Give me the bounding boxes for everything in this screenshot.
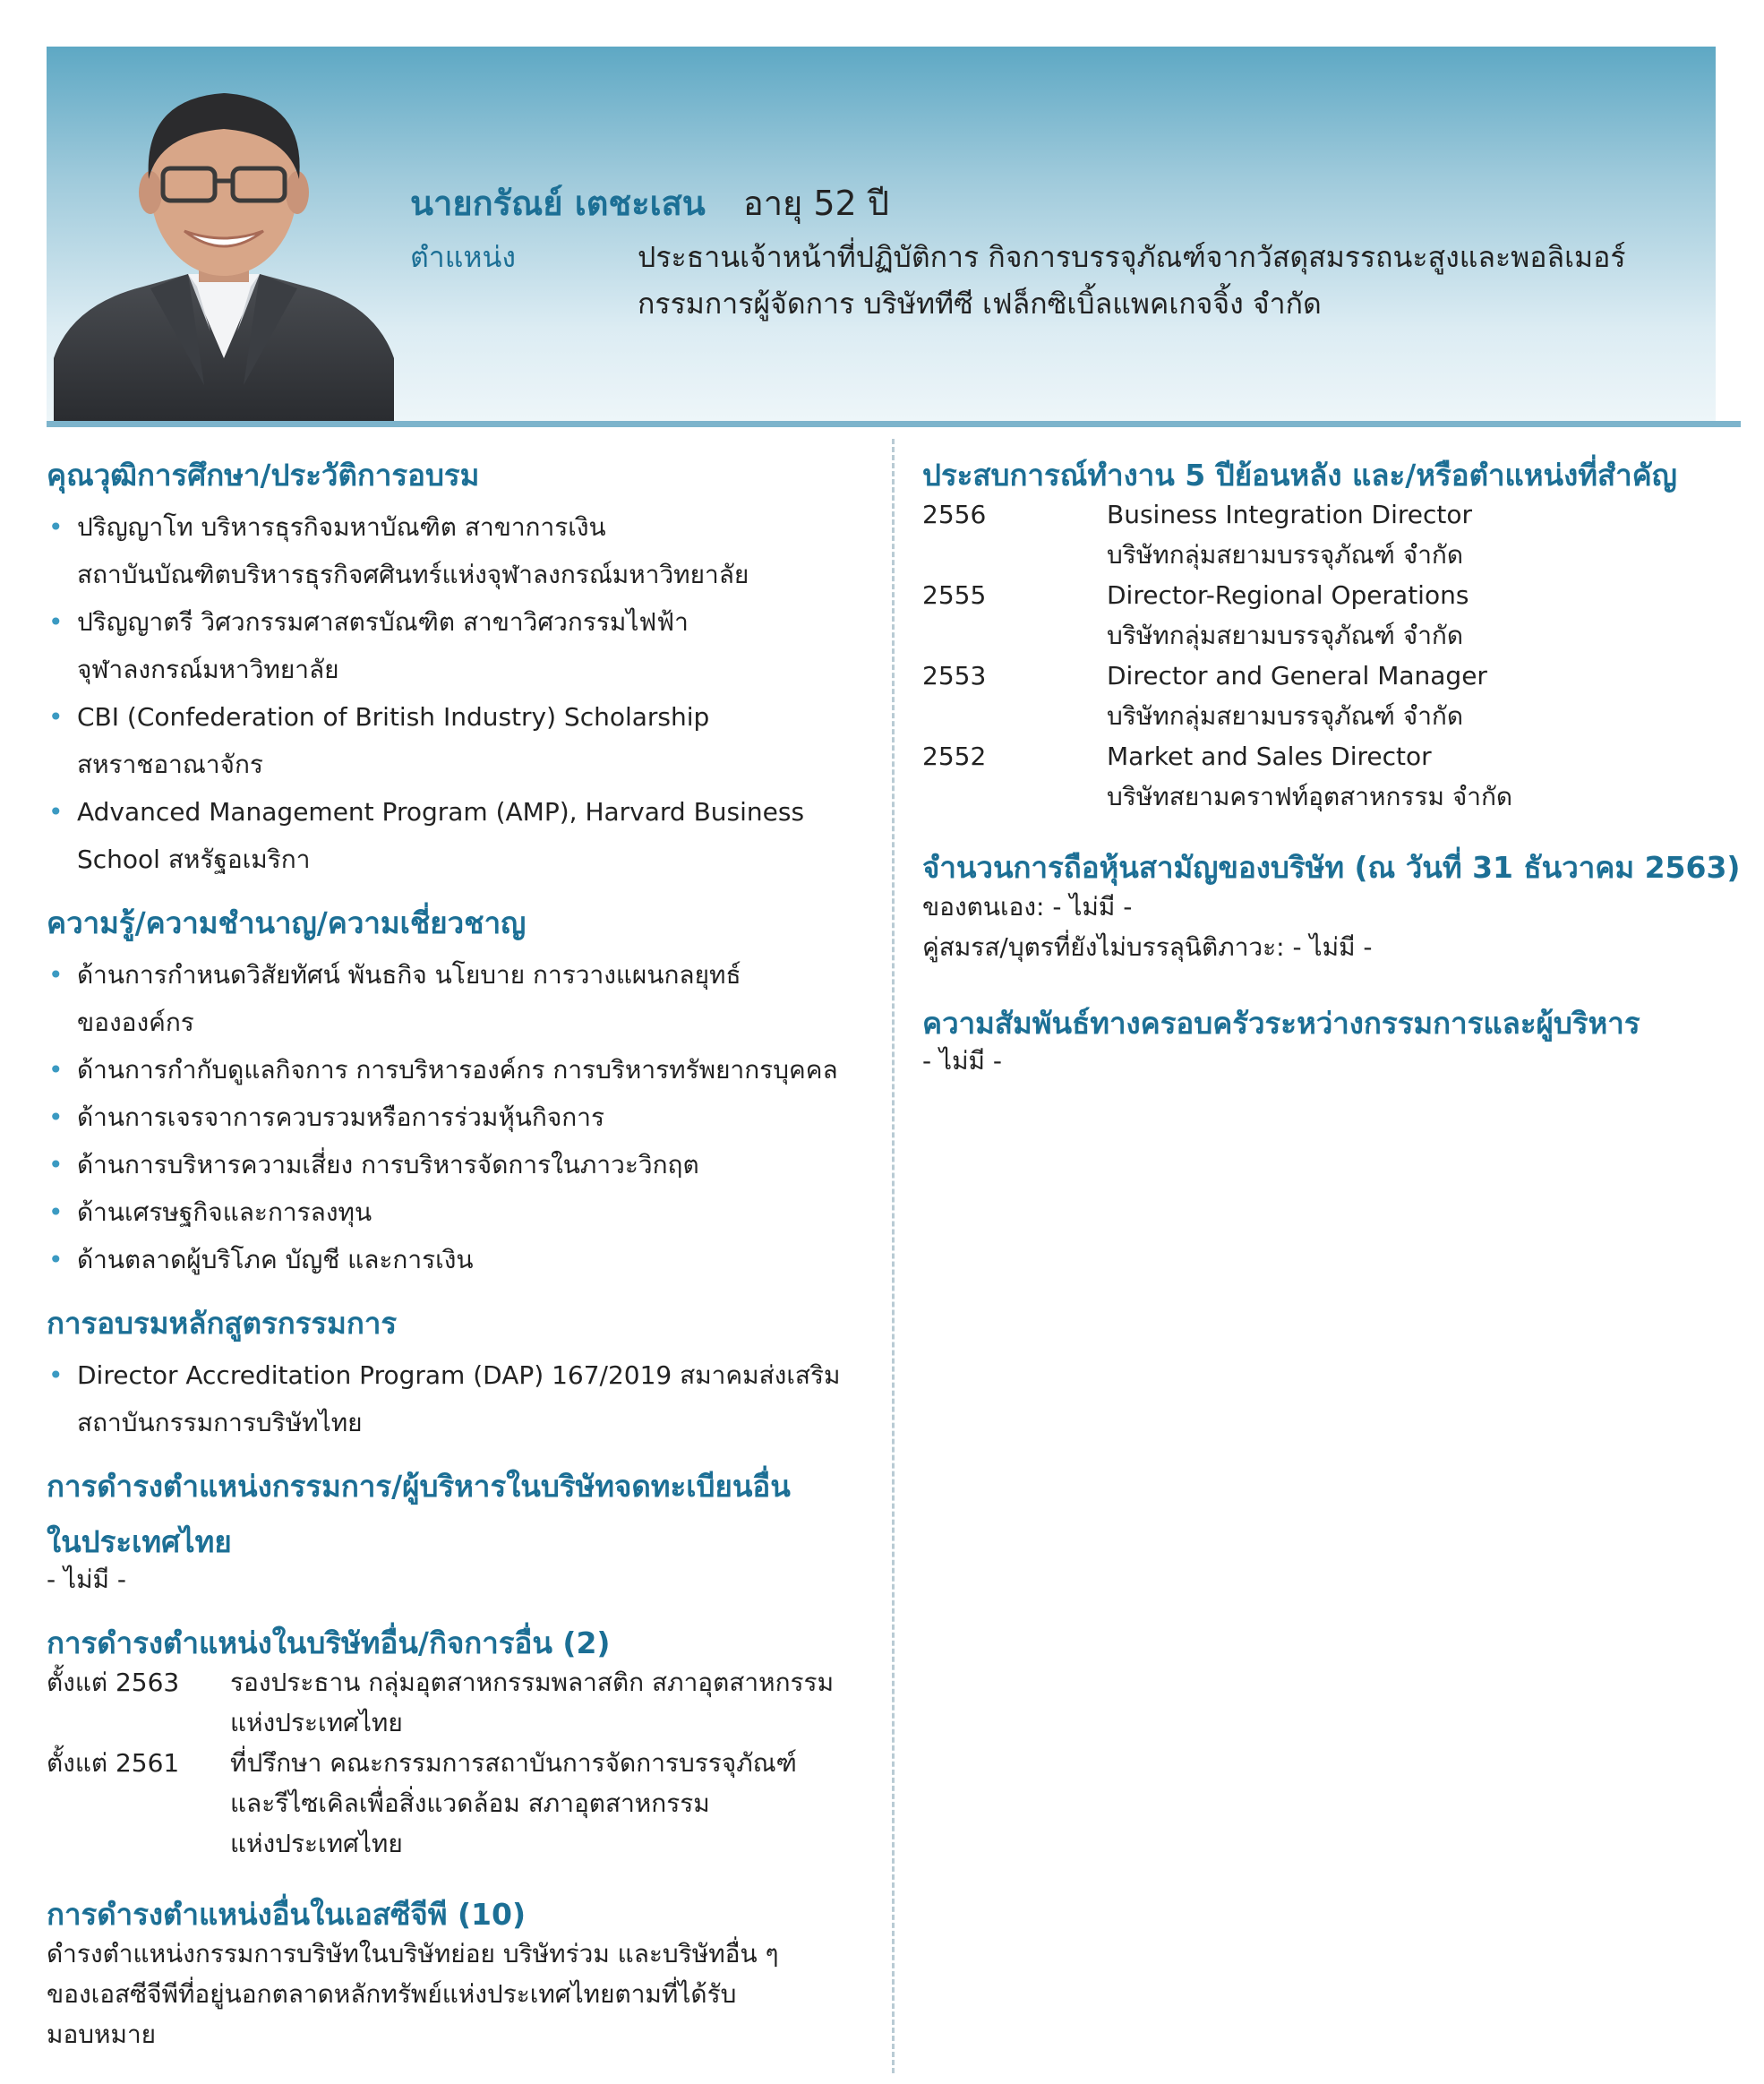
education-item: • Advanced Management Program (AMP), Harvard Business School สหรัฐอเมริกา (47, 788, 861, 883)
experience-row (922, 575, 1728, 656)
shareholding-spouse: คู่สมรส/บุตรที่ยังไม่บรรลุนิติภาวะ: - ไม่มี - (922, 932, 1373, 962)
expertise-heading: ความรู้/ความชำนาญ/ความเชี่ยวชาญ (47, 905, 527, 940)
experience-desc: Director and General Manager บริษัทกลุ่มสยามบรรจุภัณฑ์ จำกัด (1107, 661, 1487, 731)
listed-positions-heading: การดำรงตำแหน่งกรรมการ/ผู้บริหารในบริษัทจดทะเบียนอื่น ในประเทศไทย (47, 1469, 791, 1559)
education-item: • ปริญญาโท บริหารธุรกิจมหาบัณฑิต สาขาการเงิน สถาบันบัณฑิตบริหารธุรกิจศศินทร์แห่งจุฬาลงกรณ์มหาวิทยาลัย (47, 503, 861, 598)
family-heading: ความสัมพันธ์ทางครอบครัวระหว่างกรรมการและผู้บริหาร (922, 1006, 1640, 1041)
expertise-item: • ด้านการบริหารความเสี่ยง การบริหารจัดการในภาวะวิกฤต (47, 1141, 861, 1188)
shareholding-heading: จำนวนการถือหุ้นสามัญของบริษัท (ณ วันที่ 31 ธันวาคม 2563) (922, 850, 1741, 885)
director-training-list (47, 1351, 861, 1446)
family-value: - ไม่มี - (922, 1046, 1003, 1076)
right-column (922, 448, 1741, 1097)
person-age: อายุ 52 ปี (742, 184, 889, 223)
left-column (47, 448, 861, 2071)
other-position-year: ตั้งแต่ 2561 (47, 1748, 180, 1778)
person-name: นายกรัณย์ เตชะเสน (410, 184, 706, 223)
experience-heading: ประสบการณ์ทำงาน 5 ปีย้อนหลัง และ/หรือตำแหน่งที่สำคัญ (922, 458, 1677, 493)
expertise-item: • ด้านการเจรจาการควบรวมหรือการร่วมหุ้นกิจการ (47, 1093, 861, 1141)
expertise-item: • ด้านการกำกับดูแลกิจการ การบริหารองค์กร การบริหารทรัพยากรบุคคล (47, 1046, 861, 1093)
director-training-item: • Director Accreditation Program (DAP) 167/2019 สมาคมส่งเสริม สถาบันกรรมการบริษัทไทย (47, 1351, 861, 1446)
portrait-photo (54, 63, 394, 421)
education-item: • CBI (Confederation of British Industry) Scholarship สหราชอาณาจักร (47, 693, 861, 788)
education-item: • ปริญญาตรี วิศวกรรมศาสตรบัณฑิต สาขาวิศวกรรมไฟฟ้า จุฬาลงกรณ์มหาวิทยาลัย (47, 598, 861, 693)
experience-desc: Business Integration Director บริษัทกลุ่มสยามบรรจุภัณฑ์ จำกัด (1107, 500, 1473, 570)
listed-positions-value: - ไม่มี - (47, 1565, 127, 1594)
other-position-row (47, 1662, 861, 1743)
other-position-desc: รองประธาน กลุ่มอุตสาหกรรมพลาสติก สภาอุตสาหกรรม แห่งประเทศไทย (230, 1668, 835, 1737)
expertise-item: • ด้านการกำหนดวิสัยทัศน์ พันธกิจ นโยบาย การวางแผนกลยุทธ์ ขององค์กร (47, 951, 861, 1046)
experience-row (922, 736, 1728, 817)
experience-desc: Director-Regional Operations บริษัทกลุ่มสยามบรรจุภัณฑ์ จำกัด (1107, 580, 1469, 650)
position-line-2: กรรมการผู้จัดการ บริษัททีซี เฟล็กซิเบิ้ลแพคเกจจิ้ง จำกัด (638, 287, 1322, 321)
experience-row (922, 656, 1728, 736)
other-position-row (47, 1743, 861, 1864)
other-position-desc: ที่ปรึกษา คณะกรรมการสถาบันการจัดการบรรจุภัณฑ์ และรีไซเคิลเพื่อสิ่งแวดล้อม สภาอุตสาหกรรม แห่งประเทศไทย (230, 1748, 797, 1858)
experience-year: 2555 (922, 580, 987, 610)
position-line-1: ประธานเจ้าหน้าที่ปฏิบัติการ กิจการบรรจุภัณฑ์จากวัสดุสมรรถนะสูงและพอลิเมอร์ (638, 240, 1626, 274)
header-divider (47, 421, 1741, 427)
other-positions-heading: การดำรงตำแหน่งในบริษัทอื่น/กิจการอื่น (2) (47, 1625, 611, 1660)
expertise-list (47, 951, 861, 1283)
position-label: ตำแหน่ง (410, 240, 516, 274)
experience-desc: Market and Sales Director บริษัทสยามคราฟท์อุตสาหกรรม จำกัด (1107, 742, 1513, 811)
shareholding-text (922, 887, 1728, 967)
shareholding-own: ของตนเอง: - ไม่มี - (922, 892, 1133, 922)
expertise-item: • ด้านตลาดผู้บริโภค บัญชี และการเงิน (47, 1236, 861, 1283)
education-heading: คุณวุฒิการศึกษา/ประวัติการอบรม (47, 458, 480, 493)
experience-year: 2556 (922, 500, 987, 529)
name-line (410, 176, 889, 230)
scgp-positions-text: ดำรงตำแหน่งกรรมการบริษัทในบริษัทย่อย บริษัทร่วม และบริษัทอื่น ๆ ของเอสซีจีพีที่อยู่นอกตลาดหลักทรัพย์แห่งประเทศไทยตามที่ได้รับ มอบหมาย (47, 1939, 779, 2049)
director-training-heading: การอบรมหลักสูตรกรรมการ (47, 1306, 398, 1341)
column-divider (892, 439, 895, 2073)
other-positions-table (47, 1662, 861, 1864)
other-position-year: ตั้งแต่ 2563 (47, 1668, 180, 1697)
experience-year: 2553 (922, 661, 987, 690)
education-list (47, 503, 861, 883)
scgp-positions-heading: การดำรงตำแหน่งอื่นในเอสซีจีพี (10) (47, 1897, 527, 1932)
expertise-item: • ด้านเศรษฐกิจและการลงทุน (47, 1188, 861, 1236)
experience-row (922, 494, 1728, 575)
experience-year: 2552 (922, 742, 987, 771)
experience-table (922, 494, 1728, 817)
